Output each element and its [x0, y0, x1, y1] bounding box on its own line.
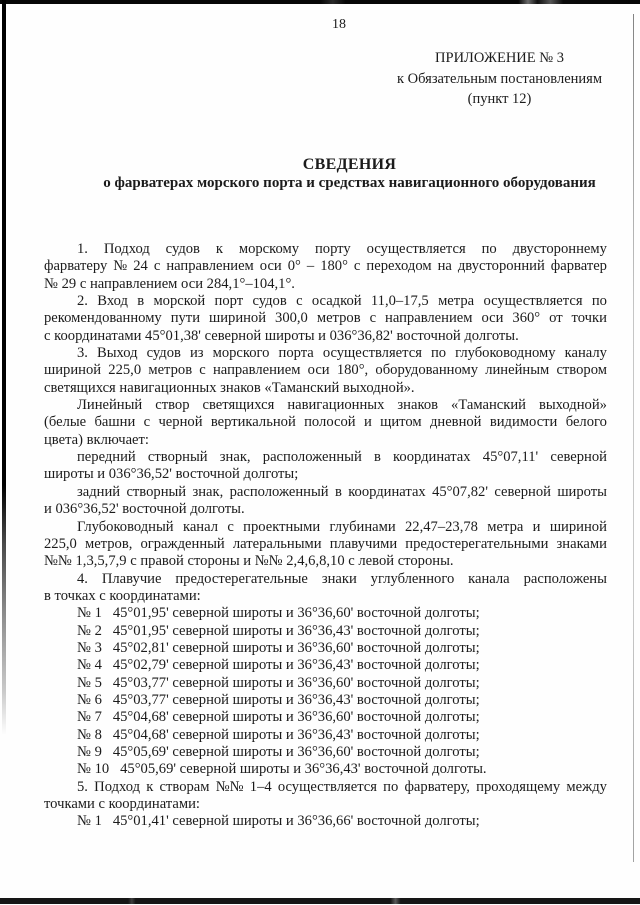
body-line: № 1 45°01,41' северной широты и 36°36,66' восточной долготы; [77, 813, 480, 830]
body-line: и 036°36,52' восточной долготы. [44, 501, 245, 518]
scan-edge-right [633, 14, 635, 862]
body-line: № 5 45°03,77' северной широты и 36°36,60' восточной долготы; [77, 674, 480, 691]
body-line: 1. Подход судов к морскому порту осуществляется по двустороннему [77, 241, 607, 257]
body-line: 5. Подход к створам №№ 1–4 осуществляется по фарватеру, проходящему между [77, 778, 607, 795]
body-line: № 8 45°04,68' северной широты и 36°36,43' восточной долготы; [77, 726, 480, 743]
body-line: 2. Вход в морской порт судов с осадкой 11,0–17,5 метра осуществляется по [77, 293, 607, 310]
scan-edge-top [0, 0, 640, 4]
appendix-header [392, 48, 607, 110]
body-line: №№ 1,3,5,7,9 с правой стороны и №№ 2,4,6,8,10 с левой стороны. [44, 553, 454, 570]
body-line: № 1 45°01,95' северной широты и 36°36,60' восточной долготы; [77, 605, 480, 622]
body-line: № 4 45°02,79' северной широты и 36°36,43' восточной долготы; [77, 657, 480, 674]
body-line: в точках с координатами: [44, 587, 201, 604]
body-line: № 29 с направлением оси 284,1°–104,1°. [44, 275, 295, 292]
body-line: 4. Плавучие предостерегательные знаки углубленного канала расположены [77, 570, 607, 587]
body-text [44, 241, 607, 831]
body-line: (белые башни с черной вертикальной полосой и щитом дневной видимости белого [44, 414, 607, 431]
body-line: № 6 45°03,77' северной широты и 36°36,43' восточной долготы; [77, 691, 480, 708]
body-line: № 10 45°05,69' северной широты и 36°36,43' восточной долготы. [77, 761, 487, 778]
body-line: шириной 225,0 метров с направлением оси 180°, оборудованному линейным створом [44, 362, 607, 379]
body-line: цвета) включает: [44, 431, 149, 448]
body-line: № 9 45°05,69' северной широты и 36°36,60' восточной долготы; [77, 743, 480, 760]
page-number: 18 [332, 17, 346, 32]
body-line: № 2 45°01,95' северной широты и 36°36,43' восточной долготы; [77, 622, 480, 639]
scan-edge-bottom [0, 898, 640, 904]
body-line: широты и 036°36,52' восточной долготы; [44, 466, 299, 483]
body-line: 225,0 метров, огражденный латеральными плавучими предостерегательными знаками [44, 535, 607, 552]
appendix-line-3: (пункт 12) [467, 91, 532, 108]
body-line: рекомендованному пути шириной 300,0 метров с направлением оси 360° от точки [44, 310, 607, 327]
body-line: с координатами 45°01,38' северной широты и 036°36,82' восточной долготы. [44, 327, 519, 344]
scan-edge-left [2, 0, 6, 735]
body-line: № 3 45°02,81' северной широты и 36°36,60' восточной долготы; [77, 639, 480, 656]
body-line: точками с координатами: [44, 796, 200, 812]
body-line: задний створный знак, расположенный в координатах 45°07,82' северной широты [77, 483, 607, 500]
body-line: Линейный створ светящихся навигационных знаков «Таманский выходной» [77, 397, 607, 414]
body-line: фарватеру № 24 с направлением оси 0° – 180° с переходом на двусторонний фарватер [44, 258, 607, 275]
document-title: СВЕДЕНИЯ [302, 156, 397, 173]
body-line: светящихся навигационных знаков «Таманский выходной». [44, 379, 415, 396]
body-line: Глубоководный канал с проектными глубинами 22,47–23,78 метра и шириной [77, 518, 607, 535]
document-heading [44, 155, 607, 193]
document-subtitle: о фарватерах морского порта и средствах навигационного оборудования [103, 175, 596, 191]
body-line: передний створный знак, расположенный в координатах 45°07,11' северной [77, 449, 607, 466]
body-line: 3. Выход судов из морского порта осуществляется по глубоководному каналу [77, 345, 607, 362]
appendix-line-2: к Обязательным постановлениям [397, 70, 602, 87]
body-line: № 7 45°04,68' северной широты и 36°36,60' восточной долготы; [77, 709, 480, 726]
appendix-line-1: ПРИЛОЖЕНИЕ № 3 [435, 50, 564, 66]
